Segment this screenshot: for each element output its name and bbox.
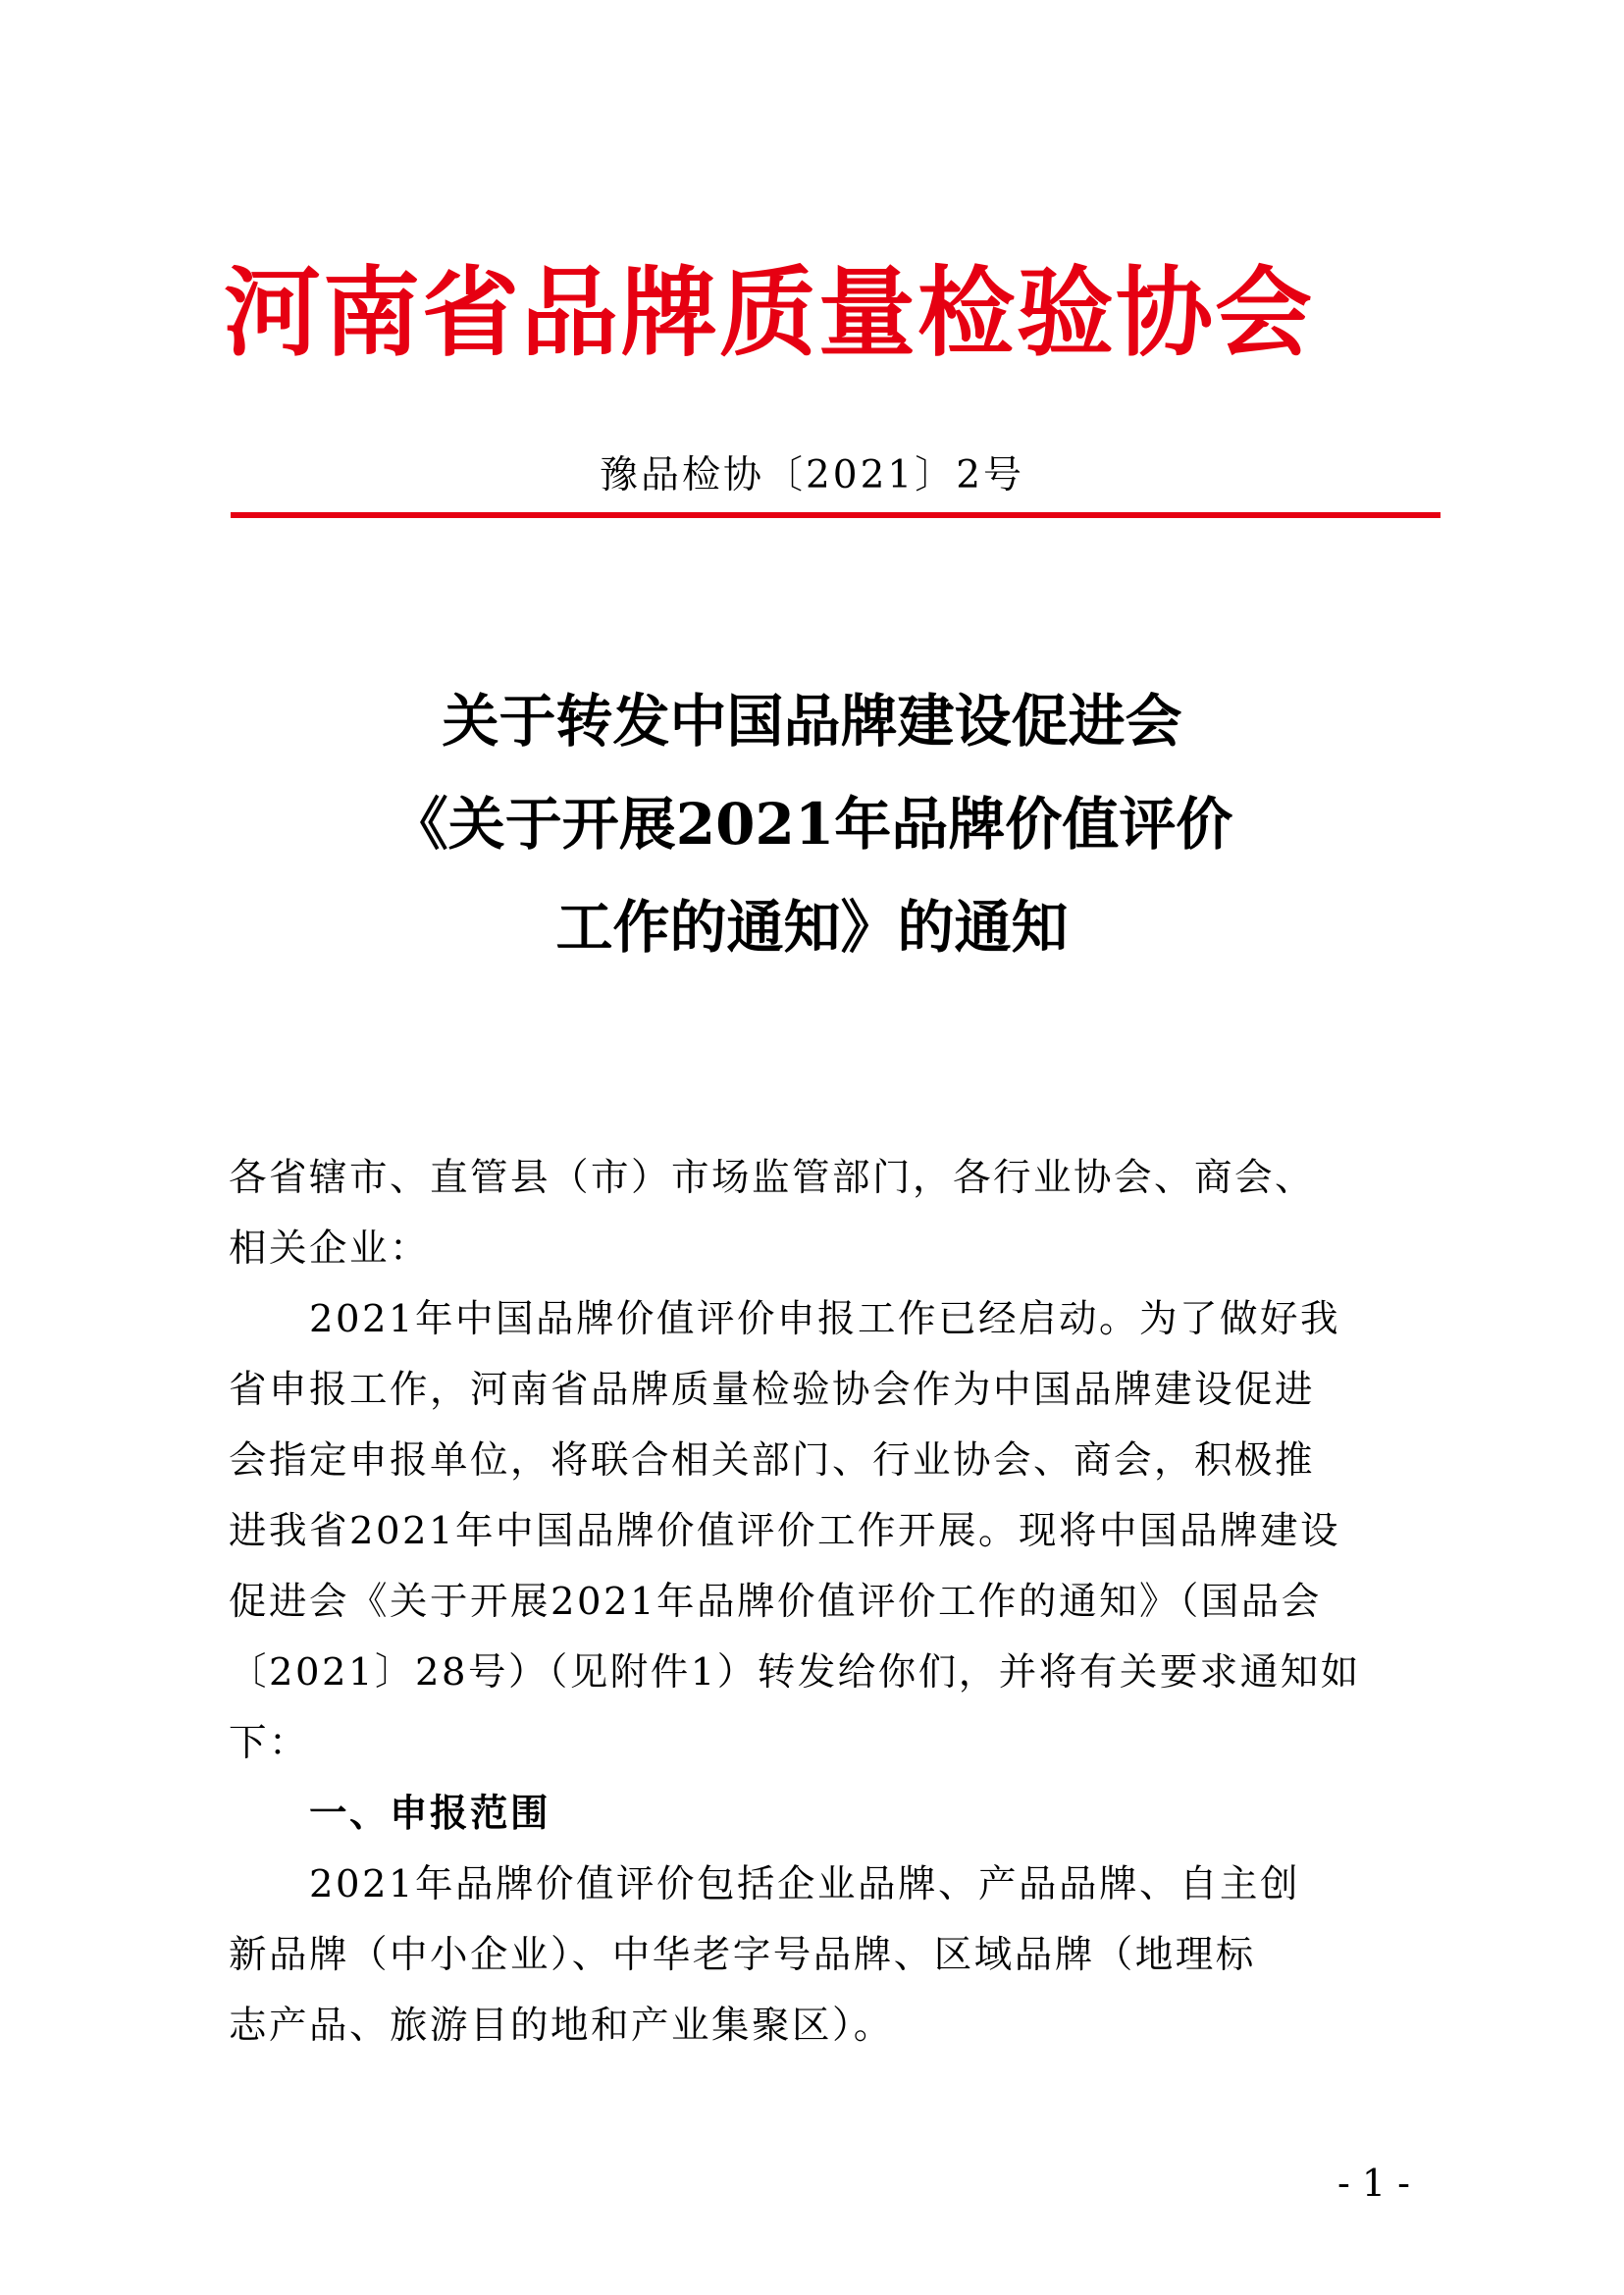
paragraph-line: 新品牌（中小企业）、中华老字号品牌、区域品牌（地理标 bbox=[229, 1933, 1256, 1977]
paragraph-line: 2021年中国品牌价值评价申报工作已经启动。为了做好我 bbox=[229, 1297, 1340, 1341]
document-title-line-1: 关于转发中国品牌建设促进会 bbox=[442, 688, 1182, 755]
section-heading: 一、申报范围 bbox=[229, 1792, 551, 1836]
letterhead-org-name: 河南省品牌质量检验协会 bbox=[224, 257, 1314, 370]
recipients-line-1: 各省辖市、直管县（市）市场监管部门，各行业协会、商会、 bbox=[229, 1156, 1316, 1200]
page-number: - 1 - bbox=[1336, 2162, 1410, 2205]
paragraph-line: 会指定申报单位，将联合相关部门、行业协会、商会，积极推 bbox=[229, 1438, 1316, 1483]
paragraph-line: 进我省2021年中国品牌价值评价工作开展。现将中国品牌建设 bbox=[229, 1509, 1340, 1553]
document-title-line-2: 《关于开展2021年品牌价值评价 bbox=[391, 791, 1233, 858]
paragraph-line: 志产品、旅游目的地和产业集聚区）。 bbox=[229, 2004, 894, 2048]
paragraph-line: 促进会《关于开展2021年品牌价值评价工作的通知》（国品会 bbox=[229, 1580, 1322, 1624]
document-title-line-3: 工作的通知》的通知 bbox=[555, 894, 1069, 961]
paragraph-line: 下： bbox=[229, 1721, 310, 1765]
letterhead-red-rule bbox=[231, 512, 1441, 518]
document-number: 豫品检协〔2021〕2号 bbox=[599, 453, 1025, 497]
paragraph-line: 〔2021〕28号）（见附件1）转发给你们，并将有关要求通知如 bbox=[229, 1650, 1361, 1695]
paragraph-line: 2021年品牌价值评价包括企业品牌、产品品牌、自主创 bbox=[229, 1862, 1300, 1906]
paragraph-line: 省申报工作，河南省品牌质量检验协会作为中国品牌建设促进 bbox=[229, 1368, 1316, 1412]
recipients-line-2: 相关企业： bbox=[229, 1226, 431, 1271]
